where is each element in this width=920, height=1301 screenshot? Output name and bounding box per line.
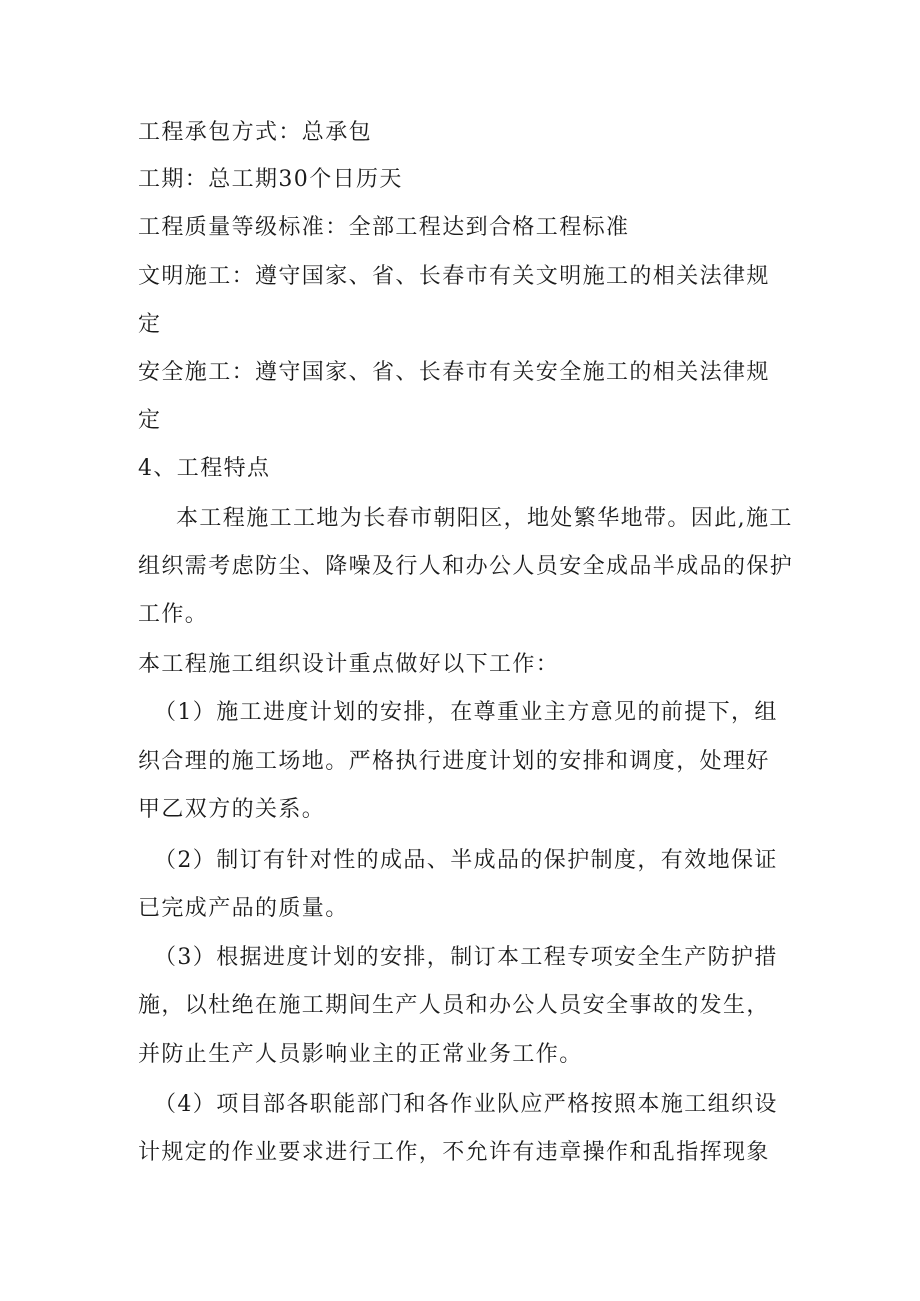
list-item-2-line: 已完成产品的质量。 [138, 896, 349, 921]
list-item-1-line: 织合理的施工场地。严格执行进度计划的安排和调度，处理好 [138, 749, 770, 774]
quality-standard-line: 工程质量等级标准：全部工程达到合格工程标准 [138, 215, 630, 240]
list-item-2-line: （2）制订有针对性的成品、半成品的保护制度，有效地保证 [154, 848, 778, 873]
safety-construction-line: 安全施工：遵守国家、省、长春市有关安全施工的相关法律规 [138, 360, 770, 385]
list-item-3-line: （3）根据进度计划的安排，制订本工程专项安全生产防护措 [154, 945, 778, 970]
list-item-4-line: （4）项目部各职能部门和各作业队应严格按照本施工组织设 [154, 1092, 778, 1117]
civilized-construction-line-cont: 定 [138, 312, 162, 337]
contract-method-line: 工程承包方式：总承包 [138, 120, 373, 145]
list-item-1-line: （1）施工进度计划的安排，在尊重业主方意见的前提下，组 [154, 700, 778, 725]
paragraph-line: 组织需考虑防尘、降噪及行人和办公人员安全成品半成品的保护 [138, 554, 794, 579]
paragraph-line: 本工程施工工地为长春市朝阳区，地处繁华地带。因此,施工 [176, 506, 793, 531]
list-item-3-line: 施，以杜绝在施工期间生产人员和办公人员安全事故的发生， [138, 993, 770, 1018]
duration-line: 工期：总工期30个日历天 [138, 167, 403, 192]
section-heading: 4、工程特点 [138, 456, 271, 481]
civilized-construction-line: 文明施工：遵守国家、省、长春市有关文明施工的相关法律规 [138, 264, 770, 289]
list-item-4-line: 计规定的作业要求进行工作，不允许有违章操作和乱指挥现象 [138, 1140, 770, 1165]
list-item-1-line: 甲乙双方的关系。 [138, 797, 326, 822]
list-item-3-line: 并防止生产人员影响业主的正常业务工作。 [138, 1042, 583, 1067]
paragraph-line: 本工程施工组织设计重点做好以下工作： [138, 652, 560, 677]
paragraph-line: 工作。 [138, 602, 209, 627]
safety-construction-line-cont: 定 [138, 408, 162, 433]
